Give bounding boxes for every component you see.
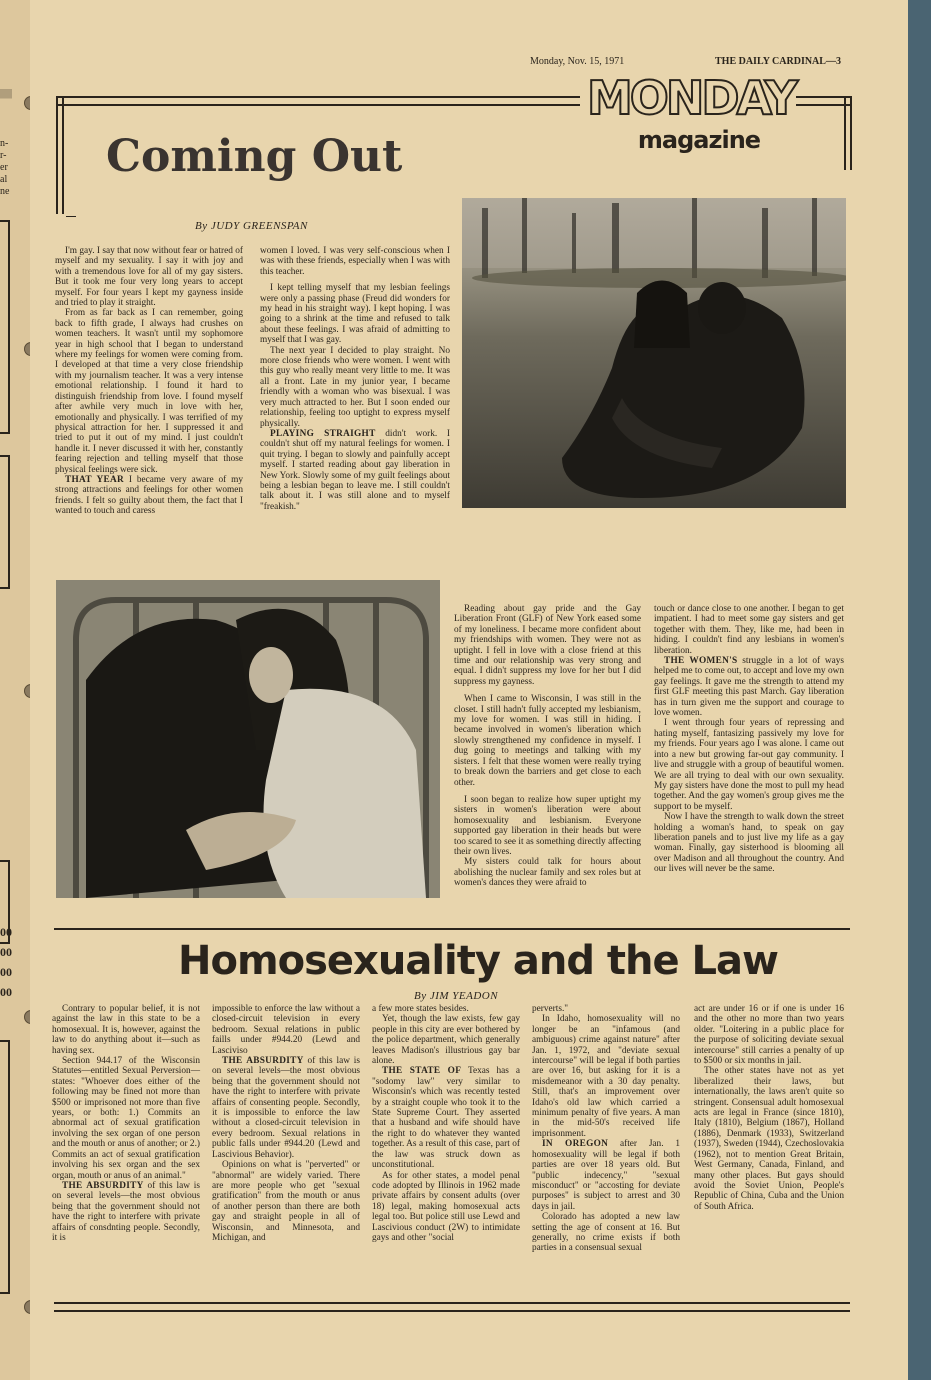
paragraph-text: I kept telling myself that my lesbian feelings were only a passing phase (Freud did wonders for my head in his straight way). I kept hoping. I was going to a shrink at the time and refused to talk about these feelings. I was afraid of admitting to myself that I was gay. bbox=[260, 283, 450, 346]
binder-cover-edge bbox=[908, 0, 931, 1380]
paragraph bbox=[532, 1014, 680, 1139]
paragraph-text: Reading about gay pride and the Gay Liberation Front (GLF) of New York eased some of my loneliness. I became more confident about my friendships with women. They were not as uptight. I fell in love with a close friend at this time and our relationship was very strong and equal. I didn't suppress my love for her but I did suppress my gayness. bbox=[454, 604, 641, 687]
paragraph-text: touch or dance close to one another. I began to get impatient. I had to meet some gay sisters and get together with them. They, like me, had been in hiding. I couldn't find any lesbians in women's liberation. bbox=[654, 604, 844, 656]
paragraph bbox=[212, 1160, 360, 1243]
paragraph bbox=[532, 1139, 680, 1212]
paragraph bbox=[52, 1004, 200, 1056]
article2-column-3 bbox=[372, 1004, 520, 1243]
adjacent-page-box bbox=[0, 455, 10, 589]
adjacent-page-number: 00 bbox=[0, 985, 12, 999]
paragraph-text: In Idaho, homosexuality will no longer be an "infamous (and ambiguous) crime against nature" after Jan. 1, 1972, and "deviate sexual intercourse" will be legal if both parties are over 16, but asking for it is a misdemeanor with a 30 day penalty. Still, that's an improvement over Idaho's old law which carried a minimum penalty of five years. A man in the mid-50's received life imprisonment. bbox=[532, 1014, 680, 1139]
paragraph bbox=[55, 475, 243, 517]
paragraph-text: perverts." bbox=[532, 1004, 569, 1014]
issue-date: Monday, Nov. 15, 1971 bbox=[530, 56, 625, 67]
paragraph-text: struggle in a lot of ways helped me to come out, to accept and love my own gay feelings. It gave me the strength to attend my first GLF meeting this past March. Gay liberation has in turn given me the support and courage to love women. bbox=[654, 656, 845, 719]
adjacent-page-number: 00 bbox=[0, 965, 12, 979]
paragraph bbox=[694, 1066, 844, 1212]
paragraph bbox=[694, 1004, 844, 1066]
paragraph bbox=[372, 1066, 520, 1170]
adjacent-page-box bbox=[0, 1040, 10, 1294]
adjacent-page-number: 00 bbox=[0, 925, 12, 939]
masthead-title: MONDAY bbox=[586, 71, 796, 125]
paragraph-text: My sisters could talk for hours about abolishing the nuclear family and sex roles but at women's dances they were afraid to bbox=[454, 857, 641, 889]
article2-column-5 bbox=[694, 1004, 844, 1212]
paragraph bbox=[55, 308, 243, 475]
paragraph-text: Opinions on what is "perverted" or "abnormal" are widely varied. There are more people who get "sexual gratification" from the mouth or anus of another person than there are both gay and straight people in all of Wisconsin, and Minnesota, and Michigan, and bbox=[212, 1160, 360, 1243]
paragraph-lead: THE WOMEN'S bbox=[664, 656, 738, 667]
byline-rule bbox=[66, 216, 76, 217]
paragraph-lead: PLAYING STRAIGHT bbox=[270, 428, 376, 439]
paragraph bbox=[532, 1004, 680, 1014]
paragraph-text: The next year I decided to play straight. No more close friends who were women. I went with this guy who really meant very little to me. It was all a front. Late in my junior year, I became friendly with a woman who was bisexual. I was very much attracted to her. But I soon ended our relationship, feeling too uptight to express myself physically. bbox=[260, 345, 450, 429]
paragraph bbox=[454, 857, 641, 888]
paragraph bbox=[52, 1056, 200, 1181]
paragraph-text: As for other states, a model penal code adopted by Illinois in 1962 made private affairs by consent adults (over 18) legal, making homosexual acts legal too. But police still use Lewd and Lascivious conduct (2W) to intimidate gays and other "social bbox=[372, 1170, 520, 1243]
article-headline-homosexuality-and-the-law: Homosexuality and the Law bbox=[178, 938, 778, 984]
adjacent-page-barcode: |||||| bbox=[0, 88, 13, 99]
paragraph bbox=[372, 1004, 520, 1014]
paragraph bbox=[260, 246, 450, 277]
article-byline: By JIM YEADON bbox=[414, 990, 499, 1002]
frame-top-rule-right bbox=[796, 96, 850, 106]
paragraph-lead: IN OREGON bbox=[542, 1139, 609, 1150]
paragraph-text: I went through four years of repressing and hating myself, fantasizing passively my love for my friends. Four years ago I was alone. I came out into a new but growing far-out gay community. I live and struggle with a group of beautiful women. We are all trying to deal with our own sexuality. My gay sisters have done the most to pull my head together. And the gay women's group gives me the support to be myself. bbox=[654, 718, 844, 812]
paragraph-text: act are under 16 or if one is under 16 and the other no more than two years older. "Loitering in a public place for the purpose of soliciting deviate sexual intercourse" still carries a penalty of up to $500 or six months in jail. bbox=[694, 1004, 844, 1067]
article1-column-4 bbox=[654, 604, 844, 875]
masthead-subtitle: magazine bbox=[637, 126, 761, 154]
frame-right-rule bbox=[844, 96, 852, 170]
article1-column-2 bbox=[260, 246, 450, 512]
adjacent-page-text: r- bbox=[0, 150, 7, 161]
article2-column-2 bbox=[212, 1004, 360, 1243]
newspaper-page bbox=[30, 0, 908, 1380]
section-divider bbox=[54, 928, 850, 930]
paragraph-text: didn't work. I couldn't shut off my natural feelings for women. I quit trying. I began to slowly and painfully accept myself. I started reading about gay liberation in New York. Slowly some of my guilt feelings about being a lesbian began to leave me. I still couldn't talk about it. I was still alone and to myself "freakish." bbox=[260, 428, 450, 512]
paper-name-page: THE DAILY CARDINAL—3 bbox=[715, 56, 841, 67]
article1-column-3 bbox=[454, 604, 641, 889]
paragraph-text: of this law is on several levels—the most obvious being that the government should not have the right to interfere with private affairs of consdnting people. Secondly, it is bbox=[52, 1180, 200, 1243]
paragraph-text: I'm gay. I say that now without fear or hatred of myself and my sexuality. I say it with joy and with a tremendous love for all of my gay sisters. But it took me four very long years to accept myself. For four years I kept my gayness inside and tried to play it straight. bbox=[55, 246, 243, 309]
paragraph bbox=[260, 429, 450, 512]
paragraph-text: Section 944.17 of the Wisconsin Statutes—entitled Sexual Perversion—states: "Whoever does either of the following may be fined not more than $500 or imprisoned not more than five years, or both: 1.) Commits an abnormal act of sexual gratification involving the sex organ of one person and the mouth or anus of another; or 2.) Commits an act of sexual gratification involving his sex organ and the sex organ, mouth or anus of an animal." bbox=[52, 1056, 200, 1181]
photo-two-women-embracing bbox=[56, 580, 440, 898]
paragraph-text: after Jan. 1 homosexuality will be legal if both parties are over 18 years old. But "public indecency," "sexual misconduct" or "accosting for deviate purposes" is subject to arrest and 30 days in jail. bbox=[532, 1139, 680, 1212]
adjacent-page-text: al bbox=[0, 174, 8, 185]
paragraph bbox=[55, 246, 243, 308]
paragraph-text: Now I have the strength to walk down the street holding a woman's hand, to speak on gay liberation panels and to just live my life as a gay woman. Finally, gay sisterhood is blooming all over Madison and all throughout the country. And our lives will never be the same. bbox=[654, 812, 844, 875]
paragraph bbox=[212, 1056, 360, 1160]
adjacent-page-text: er bbox=[0, 162, 8, 173]
paragraph-text: Contrary to popular belief, it is not against the law in this state to be a homosexual. It is, however, against the law to do anything about it—such as having sex. bbox=[52, 1004, 200, 1056]
paragraph bbox=[260, 283, 450, 345]
paragraph bbox=[260, 346, 450, 429]
paragraph bbox=[454, 604, 641, 687]
paragraph bbox=[654, 812, 844, 874]
paragraph-text: I became very aware of my strong attractions and feelings for other women friends. I felt so guilty about them, the fact that I wanted to touch and caress bbox=[55, 474, 243, 517]
paragraph bbox=[454, 694, 641, 788]
paragraph-lead: THAT YEAR bbox=[65, 474, 125, 485]
paragraph-text: I soon began to realize how super uptight my sisters in women's liberation were about homosexuality and lesbianism. Everyone supported gay liberation in their heads but were too scared to see it as something directly affecting their own lives. bbox=[454, 794, 641, 857]
paragraph-text: From as far back as I can remember, going back to fifth grade, I always had crushes on women teachers. It wasn't until my sophomore year in high school that I began to understand where my feelings for women were coming from. I developed at that time a very close friendship with my journalism teacher. It was a very intense emotional relationship. I found it hard to distinguish friendship from love. I found myself after awhile very much in love with her, emotionally and physically. I was terrified of my physical attraction for her. I suppressed it and tried to put it out of my mind. I just couldn't handle it. I never discussed it with her, constantly fearing rejection and telling myself that those physical feelings were sick. bbox=[55, 308, 243, 475]
frame-bottom-rule bbox=[54, 1302, 850, 1312]
adjacent-page-text: n- bbox=[0, 138, 9, 149]
article-headline-coming-out: Coming Out bbox=[106, 131, 403, 182]
adjacent-page-box bbox=[0, 220, 10, 434]
paragraph bbox=[372, 1171, 520, 1244]
monday-magazine-masthead bbox=[586, 72, 796, 162]
paragraph-lead: THE ABSURDITY bbox=[222, 1056, 304, 1067]
adjacent-page-text: ne bbox=[0, 186, 10, 197]
paragraph bbox=[372, 1014, 520, 1066]
paragraph-lead: THE STATE OF bbox=[382, 1066, 462, 1077]
photo-grass-image bbox=[462, 198, 846, 508]
paragraph-text: of this law is on several levels—the most obvious being that the government should not have the right to interfere with private affairs of consenting people. Secondly, it is impossible to enforce the law without a closed-circuit television in every bedroom. Sexual relations in public falls under #944.20 (Lewd and Lascivious Behavior). bbox=[212, 1056, 360, 1160]
paragraph-text: Colorado has adopted a new law setting the age of consent at 16. But generally, no crime exists if both parties in a consensual sexual bbox=[532, 1212, 680, 1254]
photo-embrace-image bbox=[56, 580, 440, 898]
paragraph-text: Texas has a "sodomy law" very similar to Wisconsin's which was recently tested by a straight couple who took it to the State Supreme Court. They asserted that a husband and wife should have the right to do whatever they wanted together. As a result of this case, part of the law was struck down as unconstitutional. bbox=[372, 1066, 520, 1171]
paragraph bbox=[212, 1004, 360, 1056]
paragraph-text: The other states have not as yet liberalized their laws, but internationally, the laws aren't quite so stringent. Consensual adult homosexual acts are legal in France (since 1810), Italy (1810), Belgium (1867), Holland (1886), Denmark (1933), Switzerland (1937), Sweden (1944), Czechoslovakia (1962), not to mention Great Britain, West Germany, Canada, Finland, and many other places. But gays should avoid the Soviet Union, People's Republic of China, Cuba and the Union of South Africa. bbox=[694, 1066, 844, 1212]
frame-top-rule bbox=[56, 96, 580, 106]
paragraph bbox=[454, 795, 641, 857]
article2-column-4 bbox=[532, 1004, 680, 1254]
paragraph-text: impossible to enforce the law without a closed-circuit television in every bedroom. Sexual relations in public faills under #944.20 (Lewd and Lasciviso bbox=[212, 1004, 360, 1056]
paragraph-text: a few more states besides. bbox=[372, 1004, 469, 1014]
adjacent-page-number: 00 bbox=[0, 945, 12, 959]
paragraph bbox=[654, 656, 844, 718]
paragraph-text: When I came to Wisconsin, I was still in the closet. I still hadn't fully accepted my lesbianism, my love for women. I was still in hiding. I became involved in women's liberation which slowly strengthened my confidence in myself. I dug going to meetings and talking with my sisters. I felt that these women were really trying to break down the barriers and get close to each other. bbox=[454, 694, 641, 788]
paragraph-lead: THE ABSURDITY bbox=[62, 1180, 144, 1191]
paragraph bbox=[654, 718, 844, 812]
paragraph-text: women I loved. I was very self-conscious when I was with these friends, especially when I was with this teacher. bbox=[260, 246, 450, 277]
paragraph bbox=[52, 1181, 200, 1243]
article1-column-1 bbox=[55, 246, 243, 517]
frame-left-rule bbox=[56, 96, 64, 214]
photo-two-women-on-grass bbox=[462, 198, 846, 508]
article-byline: By JUDY GREENSPAN bbox=[195, 220, 308, 232]
article2-column-1 bbox=[52, 1004, 200, 1243]
paragraph bbox=[532, 1212, 680, 1254]
paragraph-text: Yet, though the law exists, few gay people in this city are ever bothered by the police department, which generally leaves Madison's illustrious gay bar alone. bbox=[372, 1014, 520, 1067]
paragraph bbox=[654, 604, 844, 656]
